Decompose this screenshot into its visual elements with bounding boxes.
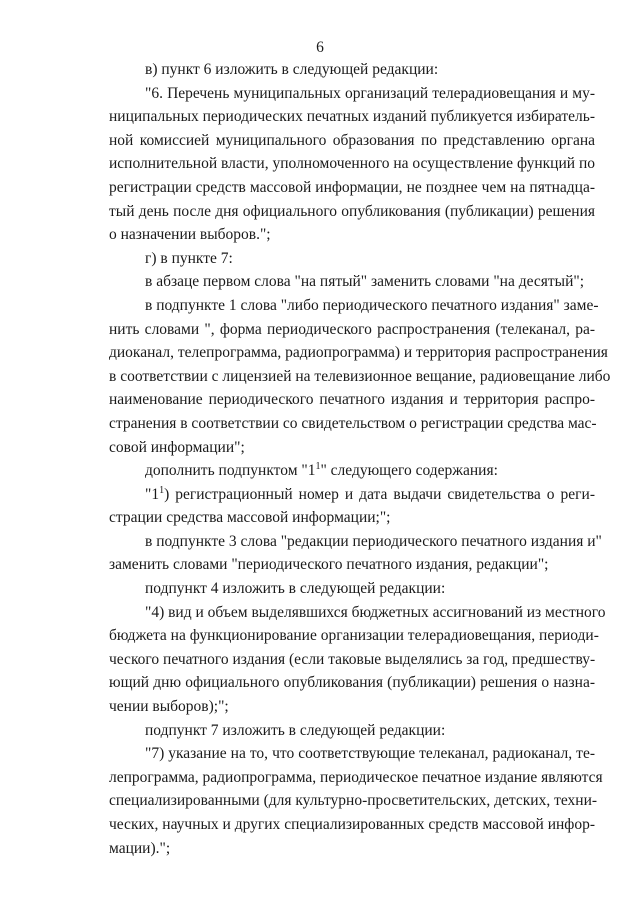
text-line	[109, 577, 595, 601]
text-line	[109, 459, 595, 483]
line-text: диоканал, телепрограмма, радиопрограмма) и территория распространения	[109, 344, 608, 362]
line-text: исполнительной власти, уполномоченного на осуществление функций по	[109, 155, 595, 173]
line-text: в абзаце первом слова "на пятый" заменить словами "на десятый";	[145, 273, 584, 291]
line-text: подпункт 7 изложить в следующей редакции:	[145, 721, 446, 739]
text-line	[109, 294, 599, 318]
line-text-continued: ) регистрационный номер и дата выдачи свидетельства о реги-	[164, 485, 595, 503]
text-line	[109, 223, 595, 247]
line-text: в соответствии с лицензией на телевизионное вещание, радиовещание либо	[109, 367, 611, 385]
superscript: 1	[159, 484, 165, 496]
text-line	[109, 388, 595, 412]
text-line	[109, 766, 603, 790]
text-line	[109, 530, 602, 554]
line-text: "6. Перечень муниципальных организаций телерадиовещания и му-	[145, 84, 595, 102]
line-text: нить словами ", форма периодического распространения (телеканал, ра-	[109, 320, 595, 338]
page-number: 6	[316, 39, 324, 56]
line-text: мации).";	[109, 839, 171, 857]
line-text: в) пункт 6 изложить в следующей редакции:	[145, 61, 439, 78]
superscript: 1	[315, 461, 321, 473]
line-text: тый день после дня официального опубликования (публикации) решения	[109, 202, 595, 220]
line-text: "4) вид и объем выделявшихся бюджетных ассигнований из местного	[145, 603, 606, 621]
line-text: ниципальных периодических печатных изданий публикуется избиратель-	[109, 108, 595, 126]
line-text: г) в пункте 7:	[145, 249, 233, 267]
line-text: лепрограмма, радиопрограмма, периодическое печатное издание являются	[109, 768, 603, 786]
text-line	[109, 624, 599, 648]
text-line	[109, 365, 611, 389]
text-line	[109, 813, 595, 837]
text-line	[109, 247, 595, 271]
text-line	[109, 671, 595, 695]
text-line	[109, 719, 595, 743]
line-text: "1	[145, 485, 160, 503]
text-line	[109, 58, 595, 82]
text-line	[109, 318, 595, 342]
line-text-continued: " следующего содержания:	[320, 462, 498, 480]
text-line	[109, 152, 595, 176]
line-text: наименование периодического печатного издания и территория распро-	[109, 391, 595, 409]
line-text: ющий дню официального опубликования (публикации) решения о назна-	[109, 674, 595, 692]
line-text: странения в соответствии со свидетельством о регистрации средства мас-	[109, 414, 597, 432]
text-line	[109, 483, 595, 507]
text-line	[109, 436, 595, 460]
line-text: "7) указание на то, что соответствующие телеканал, радиоканал, те-	[145, 745, 595, 763]
line-text: страции средства массовой информации;";	[109, 509, 391, 527]
line-text: ческого печатного издания (если таковые выделялись за год, предшеству-	[109, 650, 596, 668]
text-line	[109, 601, 606, 625]
text-line	[109, 105, 595, 129]
text-line	[109, 648, 595, 672]
line-text: дополнить подпунктом "1	[145, 462, 316, 480]
text-line	[109, 200, 595, 224]
document-body	[109, 58, 611, 860]
line-text: регистрации средств массовой информации, не позднее чем на пятнадца-	[109, 178, 595, 196]
line-text: ной комиссией муниципального образования по представлению органа	[109, 131, 595, 149]
line-text: в подпункте 1 слова "либо периодического печатного издания" заме-	[145, 296, 599, 314]
text-line	[109, 789, 598, 813]
text-line	[109, 553, 595, 577]
text-line	[109, 506, 595, 530]
text-line	[109, 270, 595, 294]
line-text: о назначении выборов.";	[109, 226, 271, 244]
line-text: совой информации";	[109, 438, 245, 456]
line-text: бюджета на функционирование организации телерадиовещания, периоди-	[109, 627, 599, 645]
line-text: ческих, научных и других специализированных средств массовой инфор-	[109, 816, 595, 833]
text-line	[109, 412, 595, 436]
text-line	[109, 742, 595, 766]
text-line	[109, 176, 595, 200]
line-text: чении выборов);";	[109, 698, 229, 716]
line-text: в подпункте 3 слова "редакции периодического печатного издания и"	[145, 532, 602, 550]
text-line	[109, 695, 595, 719]
line-text: специализированными (для культурно-просветительских, детских, техни-	[109, 792, 598, 810]
text-line	[109, 341, 608, 365]
text-line	[109, 837, 595, 861]
line-text: подпункт 4 изложить в следующей редакции:	[145, 580, 446, 598]
text-line	[109, 129, 595, 153]
line-text: заменить словами "периодического печатного издания, редакции";	[109, 556, 549, 574]
text-line	[109, 82, 595, 106]
